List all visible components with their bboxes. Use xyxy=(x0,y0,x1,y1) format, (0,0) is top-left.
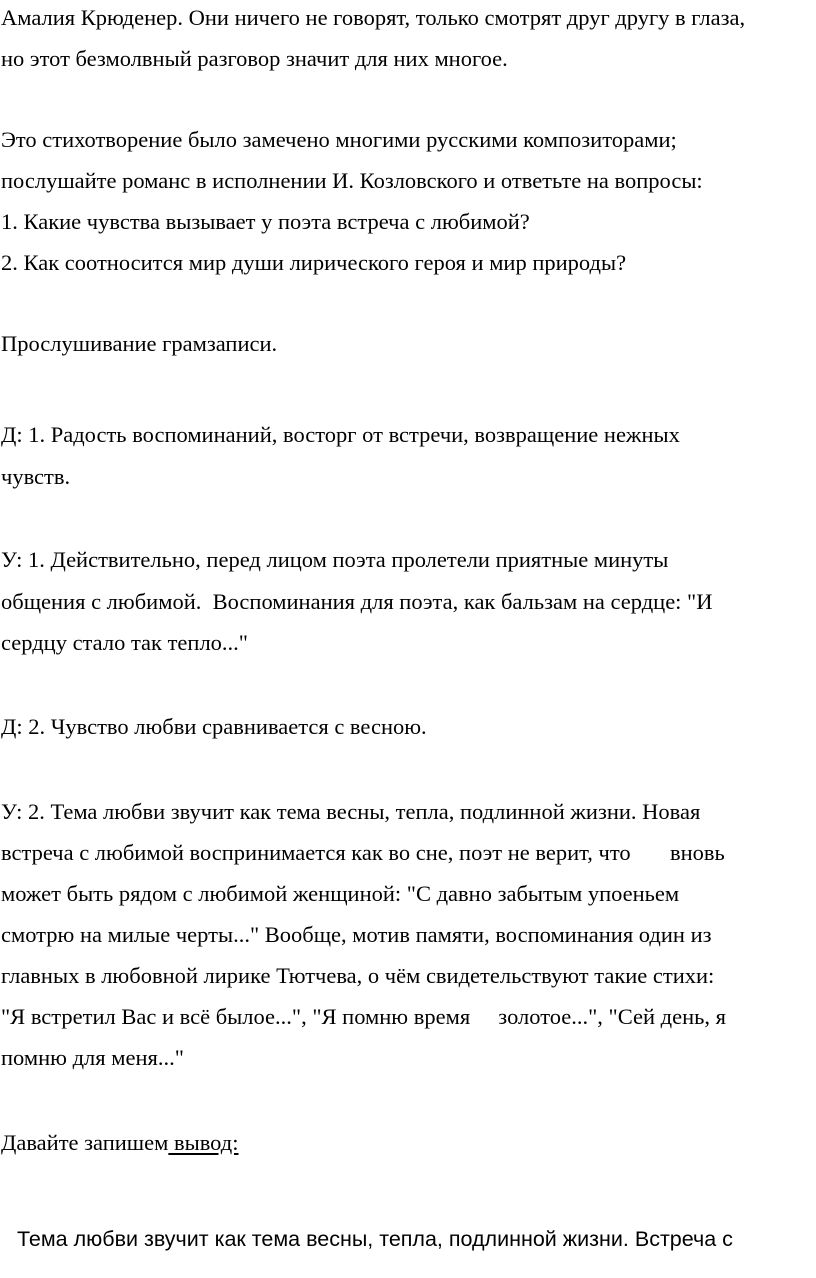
conclusion-link: вывод: xyxy=(168,1130,239,1155)
text-line: Это стихотворение было замечено многими русскими композиторами; xyxy=(1,127,677,152)
text-line: "Я встретил Вас и всё былое...", "Я помню время золотое...", "Сей день, я xyxy=(1,1004,727,1029)
text-line: Амалия Крюденер. Они ничего не говорят, только смотрят друг другу в глаза, xyxy=(1,5,746,30)
conclusion-heading xyxy=(1,1128,238,1158)
text-line: чувств. xyxy=(1,464,71,489)
text-line: но этот безмолвный разговор значит для них многое. xyxy=(1,46,508,71)
text-line: У: 1. Действительно, перед лицом поэта пролетели приятные минуты xyxy=(1,547,669,572)
question-1: 1. Какие чувства вызывает у поэта встреча с любимой? xyxy=(1,209,530,234)
text-line: смотрю на милые черты..." Вообще, мотив памяти, воспоминания один из xyxy=(1,922,712,947)
question-2: 2. Как соотносится мир души лирического героя и мир природы? xyxy=(1,250,627,275)
text-line: встреча с любимой воспринимается как во сне, поэт не верит, что вновь xyxy=(1,840,725,865)
text-line: общения с любимой. Воспоминания для поэта, как бальзам на сердце: "И xyxy=(1,589,713,614)
text-line: помню для меня..." xyxy=(1,1045,184,1070)
text-line: сердцу стало так тепло..." xyxy=(1,630,248,655)
text-line: главных в любовной лирике Тютчева, о чём свидетельствуют такие стихи: xyxy=(1,963,715,988)
text-line: Д: 1. Радость воспоминаний, восторг от встречи, возвращение нежных xyxy=(1,422,680,447)
conclusion-prefix: Давайте запишем xyxy=(1,1130,169,1155)
text-line: послушайте романс в исполнении И. Козловского и ответьте на вопросы: xyxy=(1,168,703,193)
text-line: Прослушивание грамзаписи. xyxy=(1,331,278,356)
conclusion-text: Тема любви звучит как тема весны, тепла, подлинной жизни. Встреча с xyxy=(17,1227,733,1251)
text-line: У: 2. Тема любви звучит как тема весны, тепла, подлинной жизни. Новая xyxy=(1,799,701,824)
text-line: может быть рядом с любимой женщиной: "С давно забытым упоеньем xyxy=(1,881,680,906)
text-line: Д: 2. Чувство любви сравнивается с весною. xyxy=(1,714,427,739)
